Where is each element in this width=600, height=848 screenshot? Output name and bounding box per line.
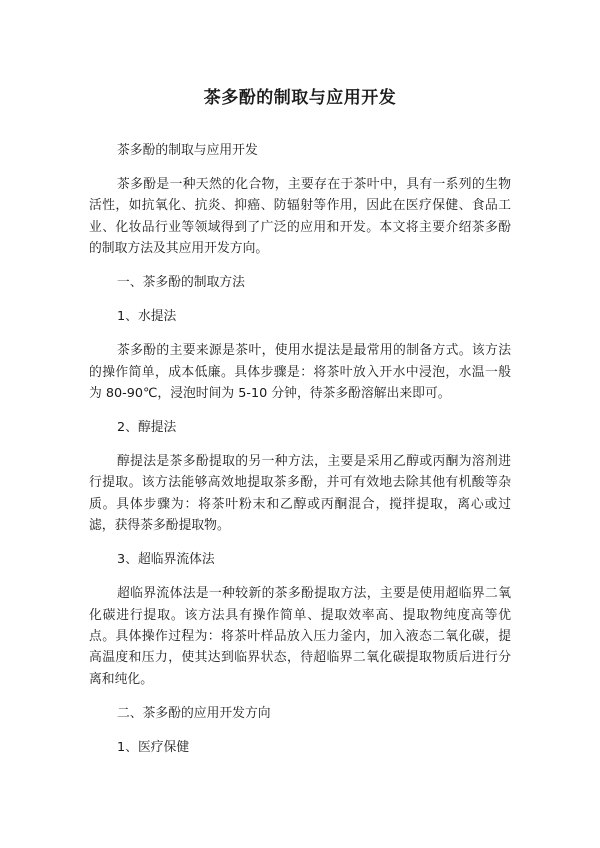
subheading-alcohol-extraction: 2、醇提法 [117, 420, 177, 436]
subheading-medical-care: 1、医疗保健 [117, 739, 190, 755]
paragraph-water-extraction: 茶多酚的主要来源是茶叶，使用水提法是最常用的制备方式。该方法的操作简单，成本低廉。具体步骤是：将茶叶放入开水中浸泡，水温一般为 80-90℃，浸泡时间为 5-10 分钟，待茶多酚溶解出来即可。 [89, 343, 511, 402]
document-body [89, 140, 511, 771]
paragraph-supercritical-fluid: 超临界流体法是一种较新的茶多酚提取方法，主要是使用超临界二氧化碳进行提取。该方法具有操作简单、提取效率高、提取物纯度高等优点。具体操作过程为：将茶叶样品放入压力釜内，加入液态二氧化碳，提高温度和压力，使其达到临界状态，待超临界二氧化碳提取物质后进行分离和纯化。 [89, 586, 511, 687]
section-heading-application: 二、茶多酚的应用开发方向 [117, 705, 271, 721]
paragraph-subtitle: 茶多酚的制取与应用开发 [117, 143, 258, 158]
paragraph-intro: 茶多酚是一种天然的化合物，主要存在于茶叶中，具有一系列的生物活性，如抗氧化、抗炎、抑癌、防辐射等作用，因此在医疗保健、食品工业、化妆品行业等领域得到了广泛的应用和开发。本文将主要介绍茶多酚的制取方法及其应用开发方向。 [89, 177, 511, 257]
paragraph-alcohol-extraction: 醇提法是茶多酚提取的另一种方法，主要是采用乙醇或丙酮为溶剂进行提取。该方法能够高效地提取茶多酚，并可有效地去除其他有机酸等杂质。具体步骤为：将茶叶粉末和乙醇或丙酮混合，搅拌提取，离心或过滤，获得茶多酚提取物。 [89, 454, 511, 534]
subheading-supercritical-fluid: 3、超临界流体法 [117, 552, 215, 568]
section-heading-extraction: 一、茶多酚的制取方法 [117, 275, 245, 291]
document-title: 茶多酚的制取与应用开发 [203, 88, 397, 108]
subheading-water-extraction: 1、水提法 [117, 309, 177, 325]
